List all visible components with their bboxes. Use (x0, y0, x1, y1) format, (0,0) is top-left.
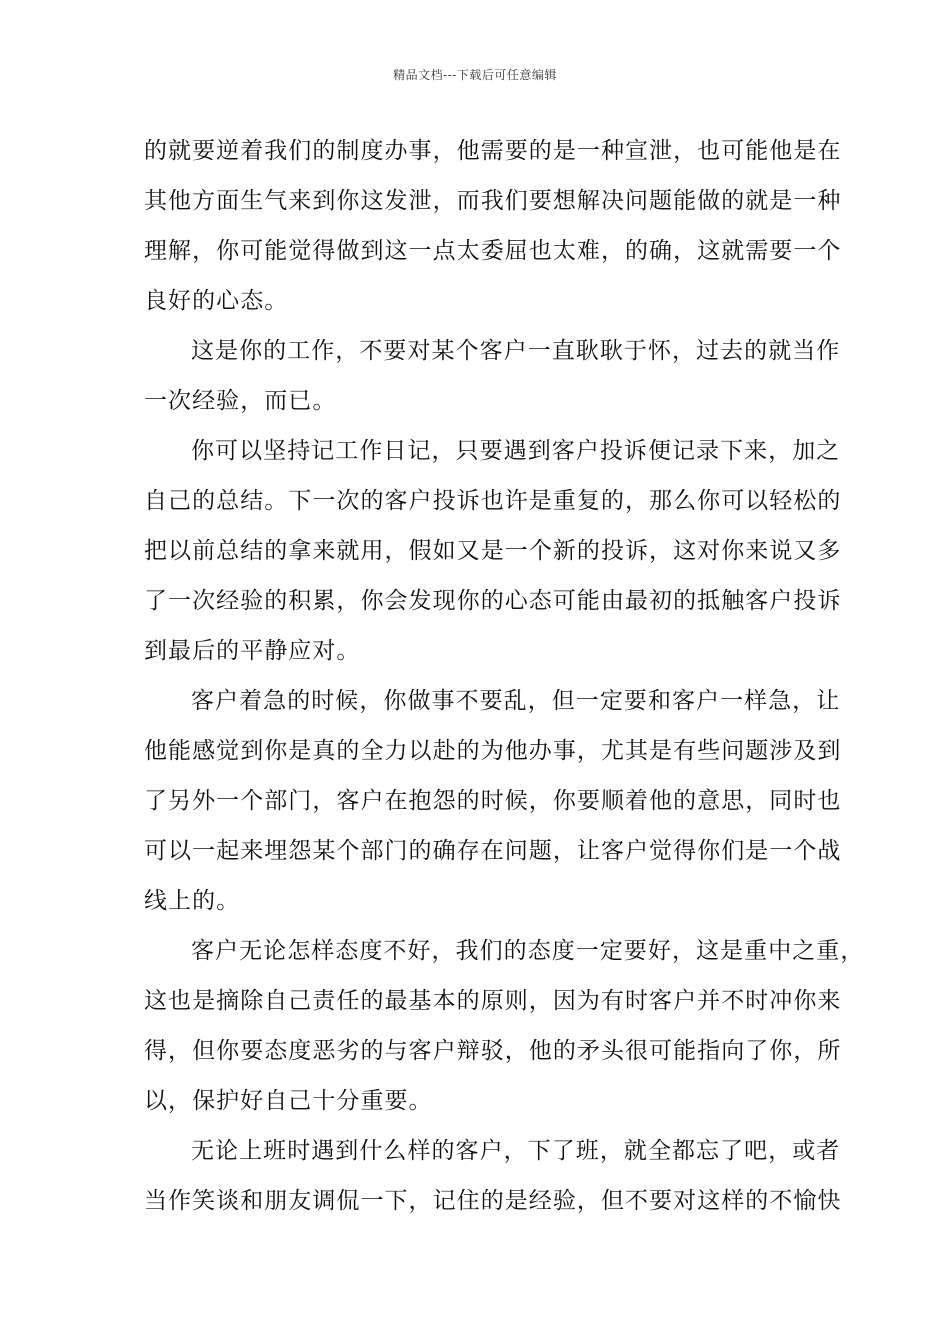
paragraph-line: 他能感觉到你是真的全力以赴的为他办事，尤其是有些问题涉及到 (144, 738, 842, 764)
paragraph-line: 良好的心态。 (144, 288, 289, 314)
paragraph-line: 的就要逆着我们的制度办事，他需要的是一种宣泄，也可能他是在 (144, 138, 842, 164)
paragraph-line: 线上的。 (144, 888, 241, 914)
paragraph-line: 这也是摘除自己责任的最基本的原则，因为有时客户并不时冲你来 (144, 988, 842, 1014)
paragraph-line: 到最后的平静应对。 (144, 638, 361, 664)
paragraph-line: 以，保护好自己十分重要。 (144, 1088, 433, 1114)
paragraph-line: 你可以坚持记工作日记，只要遇到客户投诉便记录下来，加之 (191, 438, 841, 464)
paragraph-line: 可以一起来埋怨某个部门的确存在问题，让客户觉得你们是一个战 (144, 838, 842, 864)
paragraph-line: 其他方面生气来到你这发泄，而我们要想解决问题能做的就是一种 (144, 188, 842, 214)
paragraph-line: 一次经验，而已。 (144, 388, 337, 414)
paragraph-line: 了另外一个部门，客户在抱怨的时候，你要顺着他的意思，同时也 (144, 788, 842, 814)
paragraph-line: 把以前总结的拿来就用，假如又是一个新的投诉，这对你来说又多 (144, 538, 842, 564)
paragraph-line: 理解，你可能觉得做到这一点太委屈也太难，的确，这就需要一个 (144, 238, 842, 264)
paragraph-line: 客户着急的时候，你做事不要乱，但一定要和客户一样急，让 (191, 688, 841, 714)
paragraph-line: 得，但你要态度恶劣的与客户辩驳，他的矛头很可能指向了你，所 (144, 1038, 842, 1064)
paragraph-line: 了一次经验的积累，你会发现你的心态可能由最初的抵触客户投诉 (144, 588, 842, 614)
paragraph-line: 这是你的工作，不要对某个客户一直耿耿于怀，过去的就当作 (191, 338, 841, 364)
paragraph-line: 自己的总结。下一次的客户投诉也许是重复的，那么你可以轻松的 (144, 488, 842, 514)
paragraph-line: 无论上班时遇到什么样的客户，下了班，就全都忘了吧，或者 (191, 1138, 841, 1164)
paragraph-line: 当作笑谈和朋友调侃一下，记住的是经验，但不要对这样的不愉快 (144, 1188, 842, 1214)
page-header: 精品文档---下载后可任意编辑 (393, 68, 557, 82)
paragraph-line: 客户无论怎样态度不好，我们的态度一定要好，这是重中之重， (191, 938, 865, 964)
